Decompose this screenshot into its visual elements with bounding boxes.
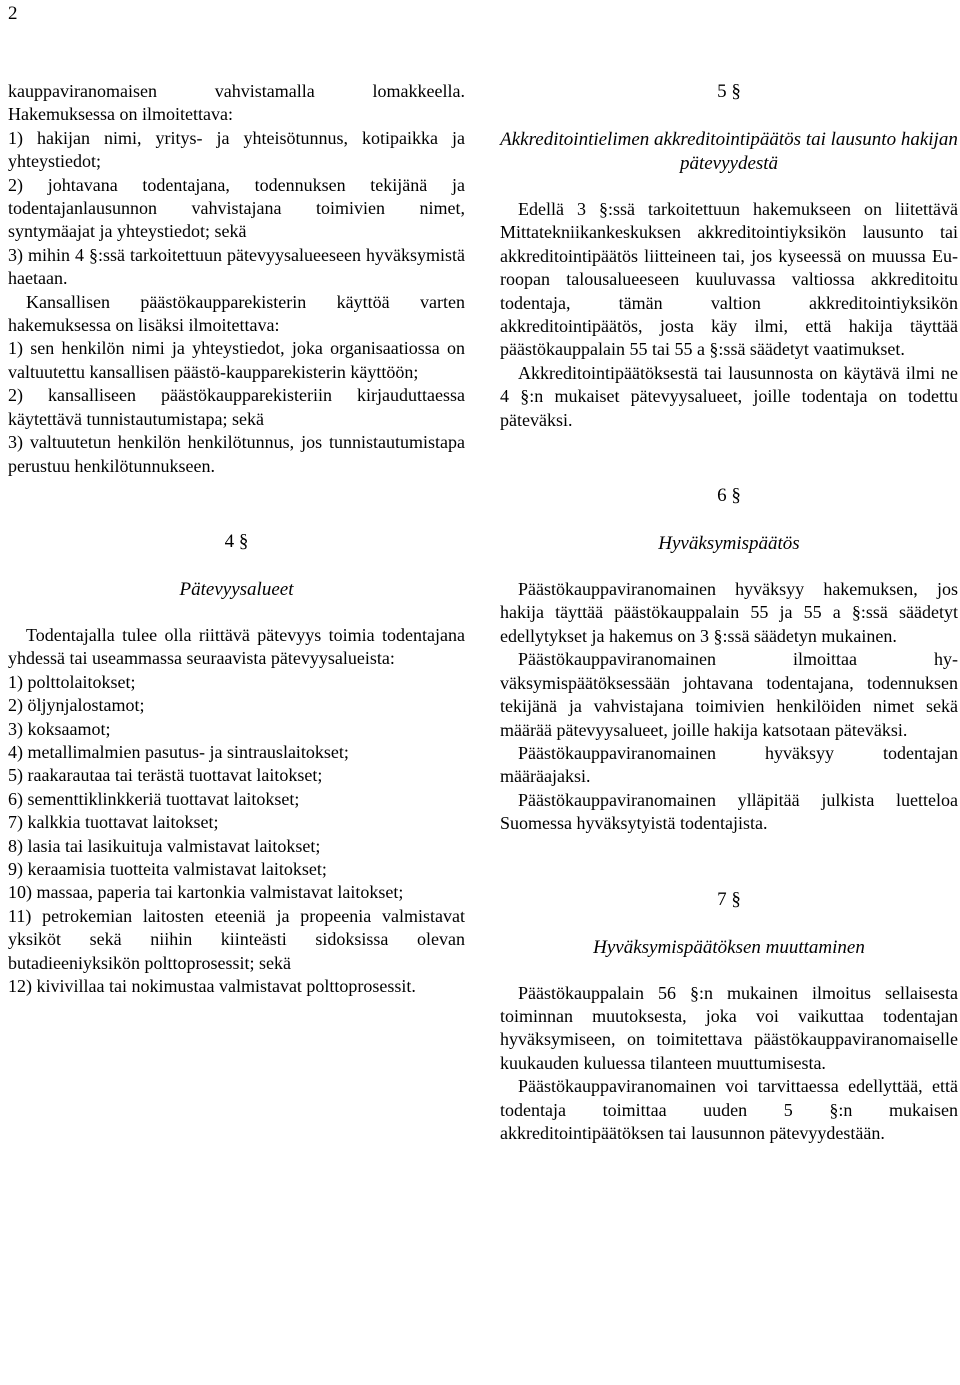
- list-item: 3) koksaamot;: [8, 718, 111, 739]
- paragraph: Päästökauppaviranomainen ylläpitää julkista luetteloa Suomessa hyväksytyistä todentajista.: [500, 789, 958, 834]
- paragraph: Todentajalla tulee olla riittävä pätevyys toimia todentajana yhdessä tai useammassa seuraavista pätevyysalueista:: [8, 624, 465, 669]
- list-item: 1) polttolaitokset;: [8, 671, 136, 692]
- paragraph: kauppaviranomaisen vahvistamalla lomakkeella. Hakemuksessa on ilmoitettava:: [8, 81, 465, 125]
- list-item: 1) hakijan nimi, yritys- ja yhteisötunnus, kotipaikka ja yhteystiedot;: [8, 127, 465, 172]
- list-item: 12) kivivillaa tai nokimustaa valmistavat polttoprosessit.: [8, 976, 416, 996]
- list-item: 3) mihin 4 §:ssä tarkoitettuun pätevyysalueeseen hyväksymistä haetaan.: [8, 244, 465, 289]
- section-title: Hyväksymispäätös: [658, 533, 800, 555]
- list-item: 11) petrokemian laitosten eteeniä ja propeenia valmistavat yksiköt sekä niihin kiinteästi sidoksissa olevan butadieeniyksikön polttoprosessit; sekä: [8, 905, 465, 973]
- list-item: 3) valtuutetun henkilön henkilötunnus, jos tunnistautumistapa perustuu henkilötunnukseen.: [8, 432, 465, 476]
- list-item: 2) johtavana todentajana, todennuksen tekijänä ja todentajanlausunnon vahvistajana toimivien nimet, syntymäajat ja yhteystiedot; sekä: [8, 174, 465, 242]
- list-item: 2) kansalliseen päästökaupparekisteriin kirjauduttaessa käytettävä tunnistautumistapa; sekä: [8, 385, 465, 429]
- paragraph: Päästökauppaviranomainen voi tarvittaessa edellyttää, että todentaja toimittaa uuden 5 §:n mukaisen akkreditointipäätöksen tai lausunnon pätevyydestään.: [500, 1076, 958, 1143]
- list-item: 6) sementtiklinkkeriä tuottavat laitokset;: [8, 788, 300, 809]
- paragraph: Akkreditointipäätöksestä tai lausunnosta on käytävä ilmi ne 4 §:n mukaiset pätevyysalueet, joille todentaja on todettu päteväksi.: [500, 362, 958, 430]
- section-title: Akkreditointielimen akkreditointipäätös tai lausunto hakijan pätevyydestä: [500, 129, 958, 174]
- list-item: 10) massaa, paperia tai kartonkia valmistavat laitokset;: [8, 882, 404, 903]
- section-number: 7 §: [717, 888, 741, 910]
- right-column: [500, 80, 958, 1145]
- section-number: 4 §: [224, 530, 249, 552]
- section-number: 5 §: [717, 81, 741, 102]
- list-item: 2) öljynjalostamot;: [8, 695, 145, 716]
- section-number: 6 §: [717, 485, 741, 507]
- paragraph: Päästökauppalain 56 §:n mukainen ilmoitus sellaisesta toiminnan muutoksesta, joka voi vaikuttaa todentajan hyväksymiseen, on toimitettava päästökauppaviranomaiselle kuukauden kuluessa tilanteen muuttumisesta.: [500, 982, 958, 1073]
- paragraph: Kansallisen päästökaupparekisterin käyttöä varten hakemuksessa on lisäksi ilmoitettava:: [8, 291, 465, 336]
- section-title: Hyväksymispäätöksen muuttaminen: [593, 936, 865, 958]
- paragraph: Päästökauppaviranomainen ilmoittaa hyväksymispäätöksessään johtavana todentajana, todennuksen tekijänä ja vahvistajana toimivien henkilöiden nimet sekä määrää pätevyysalueet, joille hakija katsotaan päteväksi.: [500, 649, 958, 740]
- list-item: 4) metallimalmien pasutus- ja sintrauslaitokset;: [8, 741, 349, 762]
- section-title: Pätevyysalueet: [179, 578, 294, 600]
- paragraph: Edellä 3 §:ssä tarkoitettuun hakemukseen on liitettävä Mittatekniikankeskuksen akkreditointiyksikön lausunto tai akkreditointipäätös liitteineen tai, jos kyseessä on muussa Euroopan talousalueeseen kuuluvassa valtiossa akkreditoitu todentaja, tämän valtion akkreditointiyksikön akkreditointipäätös, josta käy ilmi, että hakija täyttää päästökauppalain 55 tai 55 a §:ssä säädetyt vaatimukset.: [500, 199, 958, 360]
- page-number: 2: [8, 3, 18, 24]
- left-column: [8, 80, 465, 998]
- list-item: 8) lasia tai lasikuituja valmistavat laitokset;: [8, 835, 321, 856]
- list-item: 1) sen henkilön nimi ja yhteystiedot, joka organisaatiossa on valtuutettu kansallisen päästö-kaupparekisterin käyttöön;: [8, 338, 465, 382]
- paragraph: Päästökauppaviranomainen hyväksyy todentajan määräajaksi.: [500, 742, 958, 787]
- list-item: 9) keraamisia tuotteita valmistavat laitokset;: [8, 858, 327, 879]
- list-item: 7) kalkkia tuottavat laitokset;: [8, 812, 219, 833]
- paragraph: Päästökauppaviranomainen hyväksyy hakemuksen, jos hakija täyttää päästökauppalain 55 ja 55 a §:ssä säädetyt edellytykset ja hakemus on 3 §:ssä säädetyn mukainen.: [500, 579, 958, 646]
- list-item: 5) raakarautaa tai terästä tuottavat laitokset;: [8, 765, 323, 786]
